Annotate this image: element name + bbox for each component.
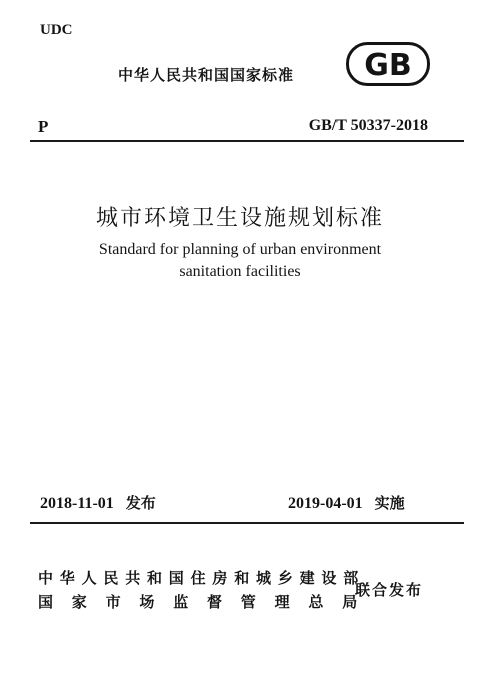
issuer-line1: 中华人民共和国住房和城乡建设部 [38,569,366,587]
udc-label: UDC [40,22,73,38]
bottom-divider [30,522,464,524]
title-english-line1: Standard for planning of urban environment [98,241,382,258]
top-divider [30,140,464,142]
implementation-date-block [288,492,405,513]
joint-issue-label: 联合发布 [355,581,424,599]
issuer-line2: 国家市场监督管理总局 [38,593,377,611]
title-chinese: 城市环境卫生设施规划标准 [95,206,384,231]
issue-date-block [40,492,156,513]
implementation-label: 实施 [374,494,405,512]
gb-logo-text: GB [364,48,412,83]
issue-date: 2018-11-01 [40,495,114,512]
standard-number: GB/T 50337-2018 [308,117,428,134]
gb-logo [346,42,430,86]
issue-label: 发布 [125,494,156,512]
national-standard-heading: 中华人民共和国国家标准 [118,66,295,84]
implementation-date: 2019-04-01 [288,495,363,512]
title-english-line2: sanitation facilities [179,263,301,280]
category-code: P [38,117,49,136]
